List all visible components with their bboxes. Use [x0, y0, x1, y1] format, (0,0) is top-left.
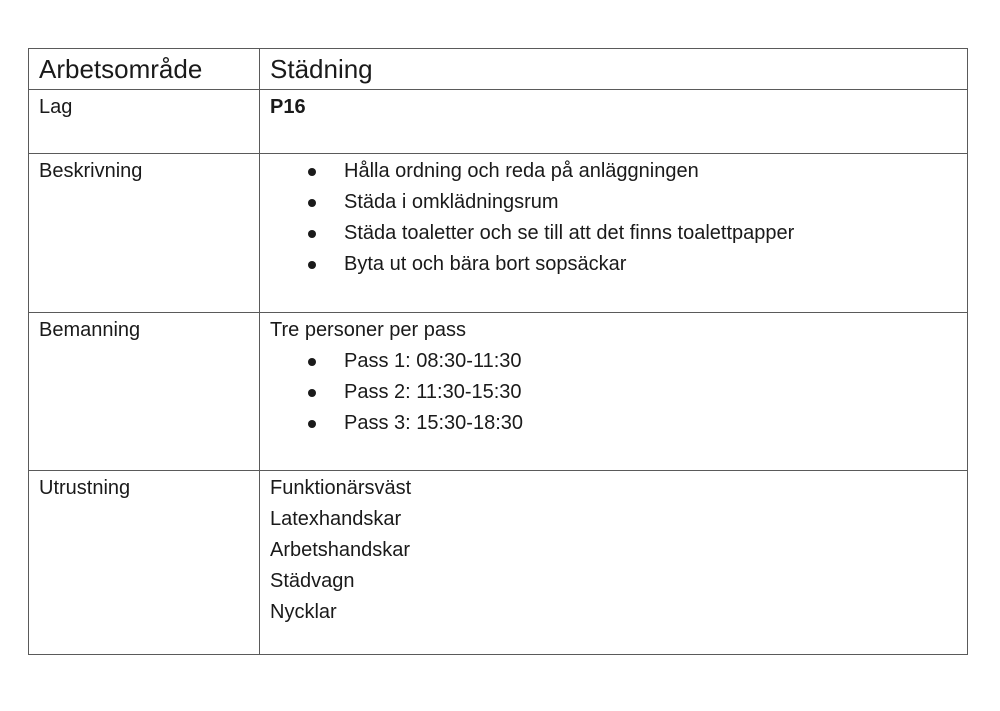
list-item-text: Byta ut och bära bort sopsäckar: [344, 253, 627, 275]
list-item-text: Hålla ordning och reda på anläggningen: [344, 160, 699, 182]
staffing-row: [29, 313, 968, 471]
bullet-icon: [308, 420, 316, 428]
team-label: Lag: [29, 90, 260, 154]
staffing-cell: [260, 313, 968, 471]
list-item: [270, 187, 957, 218]
equipment-item: Nycklar: [270, 601, 337, 623]
list-item: [270, 346, 957, 377]
equipment-item: Städvagn: [270, 570, 355, 592]
list-item-text: Pass 1: 08:30-11:30: [344, 350, 522, 372]
bullet-icon: [308, 168, 316, 176]
bullet-icon: [308, 261, 316, 269]
equipment-label: Utrustning: [29, 471, 260, 655]
bullet-icon: [308, 389, 316, 397]
staffing-intro: Tre personer per pass: [270, 319, 467, 341]
bullet-icon: [308, 230, 316, 238]
description-cell: [260, 154, 968, 313]
equipment-item: Arbetshandskar: [270, 539, 411, 561]
equipment-item: Latexhandskar: [270, 508, 402, 530]
team-row: [29, 90, 968, 154]
description-list: [270, 156, 957, 280]
equipment-row: [29, 471, 968, 655]
list-item-text: Städa i omklädningsrum: [344, 191, 559, 213]
description-label: Beskrivning: [29, 154, 260, 313]
list-item-text: Städa toaletter och se till att det finns toalettpapper: [344, 222, 795, 244]
list-item: [270, 249, 957, 280]
list-item: [270, 156, 957, 187]
equipment-item: Funktionärsväst: [270, 477, 412, 499]
bullet-icon: [308, 199, 316, 207]
header-row: [29, 49, 968, 90]
equipment-cell: [260, 471, 968, 655]
staffing-label: Bemanning: [29, 313, 260, 471]
list-item-text: Pass 2: 11:30-15:30: [344, 381, 522, 403]
header-value-cell: Städning: [260, 49, 968, 90]
header-label-cell: Arbetsområde: [29, 49, 260, 90]
list-item-text: Pass 3: 15:30-18:30: [344, 412, 524, 434]
bullet-icon: [308, 358, 316, 366]
description-row: [29, 154, 968, 313]
team-value: P16: [260, 90, 968, 154]
list-item: [270, 377, 957, 408]
list-item: [270, 408, 957, 439]
work-area-table: [28, 48, 968, 655]
list-item: [270, 218, 957, 249]
shift-list: [270, 346, 957, 439]
